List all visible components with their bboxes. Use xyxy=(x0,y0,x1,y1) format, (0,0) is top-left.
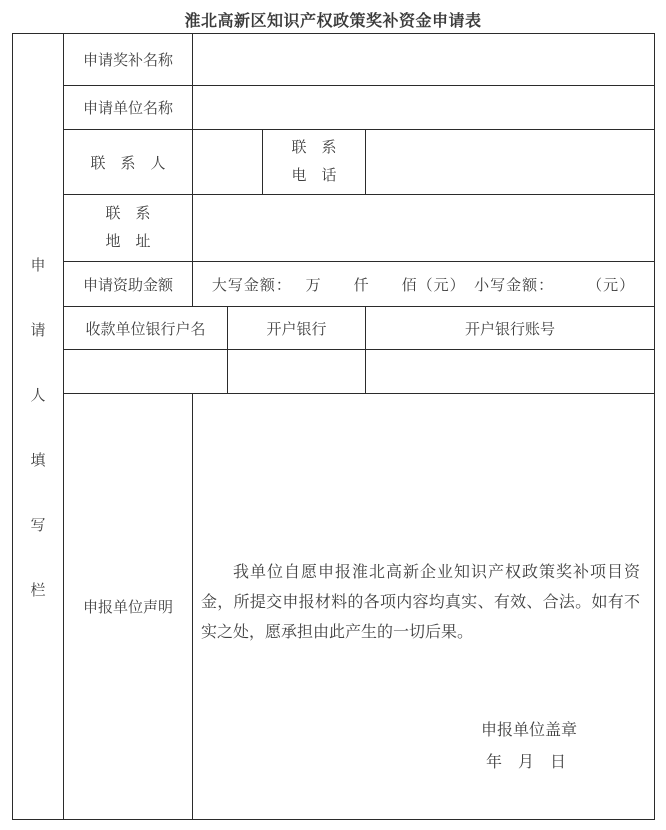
declaration-cell xyxy=(193,394,655,820)
applicant-fill-column-label xyxy=(13,34,64,820)
unit-name-field[interactable] xyxy=(193,86,655,130)
side-char: 请 xyxy=(30,321,46,339)
contact-phone-label-line2: 电 话 xyxy=(291,167,337,184)
funding-amount-label: 申请资助金额 xyxy=(64,262,193,307)
date-line: 年 月 日 xyxy=(485,753,566,771)
page-title: 淮北高新区知识产权政策奖补资金申请表 xyxy=(184,13,482,30)
side-char: 写 xyxy=(30,516,46,534)
bank-name-field[interactable] xyxy=(228,350,366,394)
seal-line: 申报单位盖章 xyxy=(480,721,577,739)
bank-account-number-field[interactable] xyxy=(366,350,655,394)
declaration-label: 申报单位声明 xyxy=(64,394,193,820)
unit-name-label: 申请单位名称 xyxy=(64,86,193,130)
bank-account-number-header: 开户银行账号 xyxy=(366,307,655,350)
side-char: 栏 xyxy=(30,581,46,599)
contact-address-field[interactable] xyxy=(193,195,655,262)
side-char: 填 xyxy=(30,451,46,469)
application-form-table xyxy=(12,33,655,820)
contact-person-label: 联 系 人 xyxy=(64,130,193,195)
contact-address-label-line2: 地 址 xyxy=(105,233,151,250)
contact-phone-label xyxy=(263,130,366,195)
declaration-text: 我单位自愿申报淮北高新企业知识产权政策奖补项目资金，所提交申报材料的各项内容均真实、有效、合法。如有不实之处，愿承担由此产生的一切后果。 xyxy=(201,563,640,641)
reward-name-field[interactable] xyxy=(193,34,655,86)
reward-name-label: 申请奖补名称 xyxy=(64,34,193,86)
contact-address-label-line1: 联 系 xyxy=(105,205,151,222)
applicant-fill-column-vertical-text xyxy=(13,254,63,600)
funding-amount-field[interactable]: 大写金额： 万 仟 佰（元） 小写金额： （元） xyxy=(193,262,655,307)
contact-phone-label-line1: 联 系 xyxy=(291,139,337,156)
contact-phone-field[interactable] xyxy=(366,130,655,195)
side-char: 人 xyxy=(30,386,46,404)
contact-person-field[interactable] xyxy=(193,130,263,195)
bank-account-name-field[interactable] xyxy=(64,350,228,394)
bank-name-header: 开户银行 xyxy=(228,307,366,350)
side-char: 申 xyxy=(30,256,46,274)
contact-address-label xyxy=(64,195,193,262)
bank-account-name-header: 收款单位银行户名 xyxy=(64,307,228,350)
